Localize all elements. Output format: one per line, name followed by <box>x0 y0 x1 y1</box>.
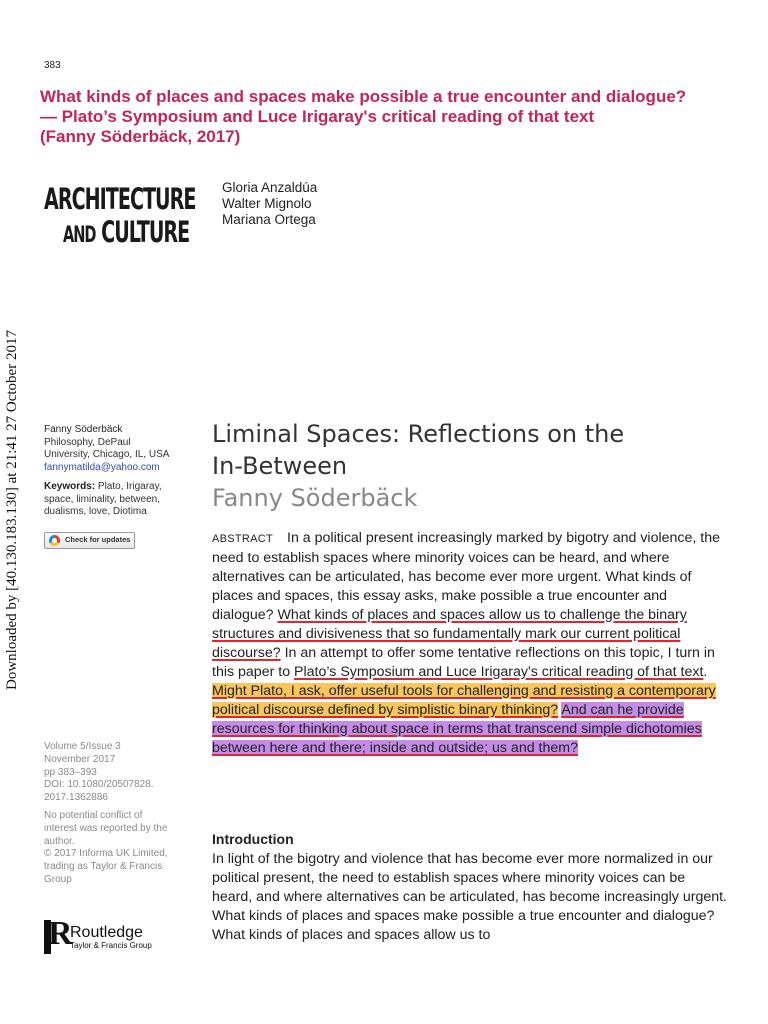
meta-copyright: trading as Taylor & Francis <box>44 861 163 873</box>
journal-logo-and: AND <box>63 223 96 248</box>
meta-conflict: interest was reported by the <box>44 822 168 834</box>
meta-conflict: author. <box>44 835 75 847</box>
sidebar-affiliation: Philosophy, DePaul <box>44 436 131 448</box>
header-title-line: (Fanny Söderbäck, 2017) <box>40 127 241 146</box>
routledge-mark-icon <box>44 915 73 954</box>
routledge-mark-letter: R <box>48 915 73 952</box>
check-for-updates-button[interactable] <box>44 532 135 549</box>
abstract-label: ABSTRACT <box>212 533 274 545</box>
sidebar-author-name: Fanny Söderbäck <box>44 424 123 435</box>
journal-logo-line <box>63 215 190 252</box>
issue-authors <box>222 180 317 228</box>
meta-volume: Volume 5/Issue 3 <box>44 741 121 752</box>
article-title-line: Liminal Spaces: Reflections on the <box>212 420 625 448</box>
keywords-text: Plato, Irigaray, <box>97 481 162 492</box>
article-meta <box>44 741 194 887</box>
article-title-line: In-Between <box>212 452 348 480</box>
publisher-sub: Taylor & Francis Group <box>70 940 152 950</box>
keywords <box>44 481 194 519</box>
abstract-underlined-text: What kinds of places and spaces allow us to challenge the binary structures and divisiveness that so fundamentally mark our current political discourse? <box>212 607 687 661</box>
abstract-highlight-yellow: Might Plato, I ask, offer useful tools for challenging and resisting a contemporary political discourse defined by simplistic binary thinking? <box>212 683 716 718</box>
article-title <box>212 418 732 482</box>
keywords-text: dualisms, love, Diotima <box>44 506 147 517</box>
header-title <box>40 87 760 147</box>
introduction-body: In light of the bigotry and violence that has become ever more normalized in our political present, the need to establish spaces where minority voices can be heard, and where alternatives can be articulated, has become increasingly urgent. What kinds of places and spaces make possible a true encounter and dialogue? What kinds of places and spaces allow us to <box>212 851 727 943</box>
meta-copyright: © 2017 Informa UK Limited, <box>44 848 168 860</box>
publisher-logo <box>44 915 152 954</box>
meta-pages: pp 383–393 <box>44 766 97 778</box>
abstract <box>212 529 727 758</box>
abstract-highlight-purple: And can he provide resources for thinking about space in terms that transcend simple dichotomies between here and there; inside and outside; us and them? <box>212 702 702 756</box>
issue-author: Gloria Anzaldúa <box>222 180 318 195</box>
abstract-underlined-text: Plato’s Symposium and Luce Irigaray's critical reading of that text <box>294 664 704 680</box>
page-number: 383 <box>44 60 61 71</box>
keywords-text: space, liminality, between, <box>44 493 160 505</box>
meta-doi: 2017.1362886 <box>44 792 108 804</box>
abstract-text: In a political present increasingly marked by bigotry and violence, the need to establish spaces where minority voices can be heard, and where alternatives can be articulated, has become ever more urgent. What kinds of places and spaces, this essay asks, make possible a true encounter and dialogue? <box>212 530 720 623</box>
journal-logo <box>44 183 194 252</box>
issue-author: Mariana Ortega <box>222 212 316 227</box>
article-author: Fanny Söderbäck <box>212 484 418 512</box>
sidebar-affiliation: University, Chicago, IL, USA <box>44 449 170 460</box>
header-title-line: — Plato’s Symposium and Luce Irigaray's critical reading of that text <box>40 107 595 126</box>
journal-logo-line: ARCHITECTURE <box>44 182 196 216</box>
author-sidebar <box>44 424 194 549</box>
issue-author: Walter Mignolo <box>222 196 312 211</box>
check-for-updates-label: Check for updates <box>65 534 131 544</box>
abstract-text: . <box>703 664 708 680</box>
meta-doi: DOI: 10.1080/20507828. <box>44 779 154 791</box>
author-email-link[interactable]: fannymatilda@yahoo.com <box>44 461 160 473</box>
keywords-label: Keywords: <box>44 481 96 492</box>
crossmark-icon <box>49 535 60 546</box>
publisher-name: Routledge <box>70 923 143 941</box>
download-stamp: Downloaded by [40.130.183.130] at 21:41 27 October 2017 <box>4 330 20 690</box>
introduction-heading: Introduction <box>212 831 294 847</box>
header-title-line: What kinds of places and spaces make possible a true encounter and dialogue? <box>40 87 687 106</box>
abstract-text: In an attempt to offer some tentative reflections on this topic, I turn in this paper to <box>212 645 715 680</box>
journal-logo-word: CULTURE <box>101 215 190 249</box>
meta-conflict: No potential conflict of <box>44 809 143 821</box>
meta-date: November 2017 <box>44 753 116 765</box>
meta-copyright: Group <box>44 873 72 885</box>
